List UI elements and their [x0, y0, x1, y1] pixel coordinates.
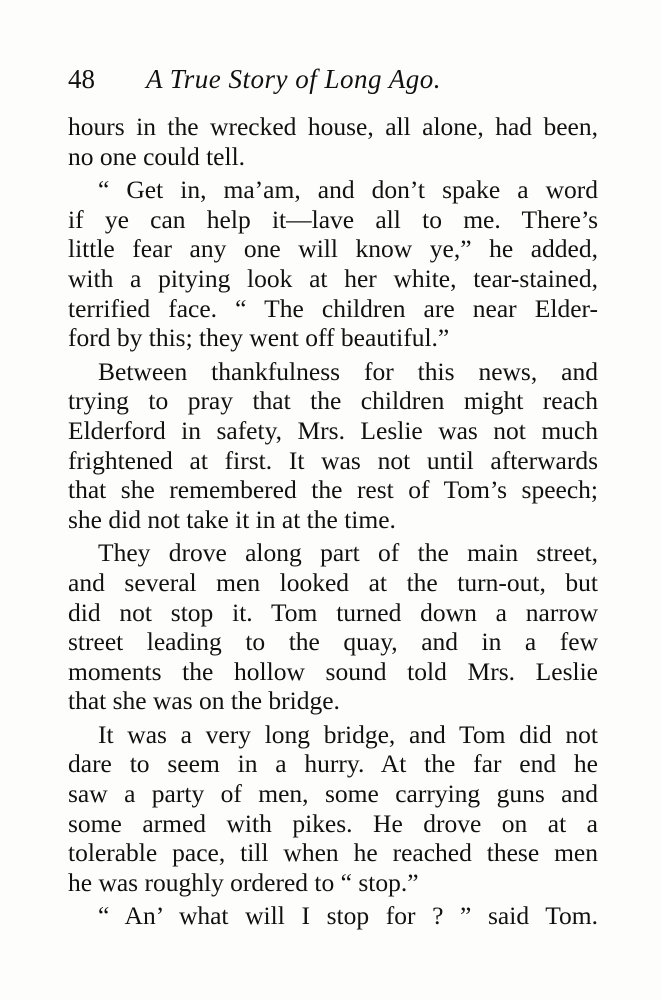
- text-line: with a pitying look at her white, tear-stained,: [68, 263, 598, 293]
- text-line: no one could tell.: [68, 141, 246, 171]
- text-line: “ Get in, ma’am, and don’t spake a word: [98, 175, 598, 205]
- body-text: [68, 112, 598, 931]
- text-line: that she was on the bridge.: [68, 686, 340, 716]
- text-line: did not stop it. Tom turned down a narrow: [68, 597, 598, 627]
- text-line: he was roughly ordered to “ stop.”: [68, 867, 419, 897]
- text-line: Elderford in safety, Mrs. Leslie was not much: [68, 415, 598, 445]
- text-line: tolerable pace, till when he reached these men: [68, 838, 598, 868]
- text-line: she did not take it in at the time.: [68, 504, 396, 534]
- text-line: ford by this; they went off beautiful.”: [68, 323, 450, 353]
- text-line: frightened at first. It was not until afterwards: [68, 445, 598, 475]
- text-line: if ye can help it—lave all to me. There’s: [68, 204, 598, 234]
- text-line: saw a party of men, some carrying guns and: [68, 779, 598, 809]
- running-title: A True Story of Long Ago.: [146, 64, 442, 94]
- text-line: dare to seem in a hurry. At the far end he: [68, 749, 598, 779]
- page-number: 48: [68, 64, 95, 94]
- text-line: little fear any one will know ye,” he added,: [68, 234, 598, 264]
- text-line: Between thankfulness for this news, and: [98, 356, 598, 386]
- text-line: It was a very long bridge, and Tom did not: [98, 719, 598, 749]
- text-line: They drove along part of the main street,: [98, 538, 598, 568]
- running-head: [68, 58, 598, 102]
- text-line: terrified face. “ The children are near Elder-: [68, 293, 598, 323]
- text-line: hours in the wrecked house, all alone, had been,: [68, 112, 598, 141]
- text-line: some armed with pikes. He drove on at a: [68, 808, 598, 838]
- text-line: and several men looked at the turn-out, but: [68, 567, 598, 597]
- text-line: trying to pray that the children might reach: [68, 386, 598, 416]
- text-line: moments the hollow sound told Mrs. Leslie: [68, 656, 598, 686]
- text-line: street leading to the quay, and in a few: [68, 627, 598, 657]
- book-page: [68, 58, 598, 931]
- text-line: “ An’ what will I stop for ? ” said Tom.: [98, 901, 598, 931]
- text-line: that she remembered the rest of Tom’s speech;: [68, 475, 598, 505]
